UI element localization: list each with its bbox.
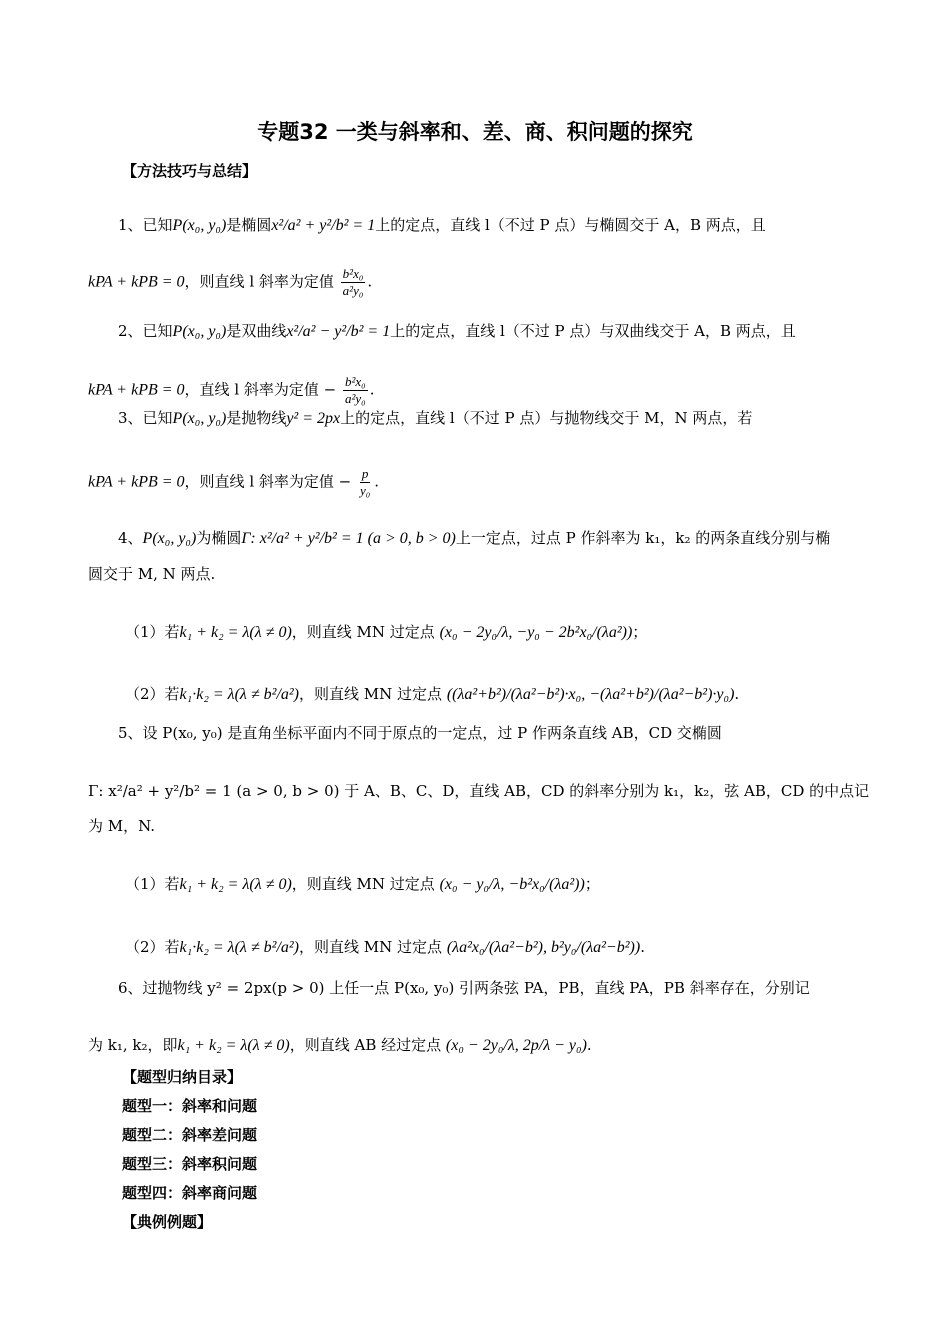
item-4-line-1 (118, 527, 862, 550)
item-5-line-3: 为 M，N. (88, 817, 156, 835)
item-1-condition: kPA + kPB = 0 (88, 273, 185, 291)
item-2-line-1 (118, 320, 862, 343)
type-item: 题型二：斜率差问题 (122, 1126, 258, 1144)
item-1-mid: 是椭圆 (226, 216, 272, 234)
item-4-point: P(x₀, y₀) (142, 530, 197, 547)
item-5-line-1: 5、设 P(x₀, y₀) 是直角坐标平面内不同于原点的一定点，过 P 作两条直线 AB，CD 交椭圆 (118, 724, 722, 742)
item-1-equation: x²/a² + y²/b² = 1 (271, 217, 376, 234)
item-1-value: $\frac{\text{b²x₀}}{\text{a²y₀}}$ (342, 266, 364, 298)
item-3-line-1 (118, 407, 862, 430)
item-3-conclusion: ，则直线 l 斜率为定值 (184, 472, 334, 491)
item-4-line-2: 圆交于 M, N 两点. (88, 565, 216, 583)
item-3-mid: 是抛物线 (226, 409, 287, 427)
item-4-equation: Γ: x²/a² + y²/b² = 1 (a > 0, b > 0) (241, 530, 456, 547)
item-3-equation: y² = 2px (286, 410, 341, 427)
item-3-post: 上的定点，直线 l（不过 P 点）与抛物线交于 M，N 两点，若 (340, 409, 753, 427)
item-1-line-1 (118, 214, 862, 237)
item-1-prefix: 1、已知 (118, 216, 173, 234)
item-2-point: P(x₀, y₀) (172, 323, 227, 340)
item-2-mid: 是双曲线 (226, 322, 287, 340)
item-4-2-fixed-point: ((λa²+b²)/(λa²−b²)·x₀, −(λa²+b²)/(λa²−b²)·y₀) (446, 686, 735, 703)
item-6-line-2: 为 k₁, k₂，即k₁ + k₂ = λ(λ ≠ 0)，则直线 AB 经过定点 (x₀ − 2y₀/λ, 2p/λ − y₀). (88, 1036, 592, 1054)
item-5-1: （1）若k₁ + k₂ = λ(λ ≠ 0)，则直线 MN 过定点 (x₀ − y₀/λ, −b²x₀/(λa²))； (125, 875, 600, 893)
item-6-condition: k₁ + k₂ = λ(λ ≠ 0) (177, 1037, 290, 1054)
item-2-prefix: 2、已知 (118, 322, 173, 340)
item-2-line-2: kPA + kPB = 0，直线 l 斜率为定值 − $\frac{\text{b²x₀}}{\text{a²y₀}}$ . (88, 374, 375, 406)
item-5-2-condition: k₁·k₂ = λ(λ ≠ b²/a²) (179, 939, 300, 956)
item-2-condition: kPA + kPB = 0 (88, 381, 185, 399)
item-2-post: 上的定点，直线 l（不过 P 点）与双曲线交于 A，B 两点，且 (390, 322, 796, 340)
item-3-point: P(x₀, y₀) (172, 410, 227, 427)
item-6-line-1: 6、过抛物线 y² = 2px(p > 0) 上任一点 P(x₀, y₀) 引两条弦 PA，PB，直线 PA，PB 斜率存在，分别记 (118, 979, 810, 997)
item-3-line-2: kPA + kPB = 0，则直线 l 斜率为定值 − $\frac{p}{\text{y₀}}$ . (88, 466, 380, 498)
type-item: 题型一：斜率和问题 (122, 1097, 258, 1115)
item-2-equation: x²/a² − y²/b² = 1 (286, 323, 391, 340)
item-3-condition: kPA + kPB = 0 (88, 473, 185, 491)
item-2-conclusion: ，直线 l 斜率为定值 (184, 380, 319, 399)
item-3-value: $\frac{p}{\text{y₀}}$ (360, 466, 371, 498)
item-4-post: 上一定点，过点 P 作斜率为 k₁，k₂ 的两条直线分别与椭 (455, 529, 831, 547)
section-types-heading: 【题型归纳目录】 (122, 1068, 243, 1086)
item-4-2-condition: k₁·k₂ = λ(λ ≠ b²/a²) (179, 686, 300, 703)
section-examples-heading: 【典例例题】 (122, 1213, 213, 1231)
item-5-2-fixed-point: (λa²x₀/(λa²−b²), b²y₀/(λa²−b²)) (446, 939, 641, 956)
item-4-2: （2）若k₁·k₂ = λ(λ ≠ b²/a²)，则直线 MN 过定点 ((λa²+b²)/(λa²−b²)·x₀, −(λa²+b²)/(λa²−b²)·y₀). (125, 685, 740, 703)
item-4-1: （1）若k₁ + k₂ = λ(λ ≠ 0)，则直线 MN 过定点 (x₀ − 2y₀/λ, −y₀ − 2b²x₀/(λa²))； (125, 623, 648, 641)
item-1-line-2: kPA + kPB = 0，则直线 l 斜率为定值 $\frac{\text{b²x₀}}{\text{a²y₀}}$ . (88, 266, 373, 298)
item-1-post: 上的定点，直线 l（不过 P 点）与椭圆交于 A，B 两点，且 (375, 216, 766, 234)
item-3-prefix: 3、已知 (118, 409, 173, 427)
item-2-value: $\frac{\text{b²x₀}}{\text{a²y₀}}$ (345, 374, 366, 406)
item-4-1-fixed-point: (x₀ − 2y₀/λ, −y₀ − 2b²x₀/(λa²)) (439, 624, 633, 641)
type-item: 题型三：斜率积问题 (122, 1155, 258, 1173)
item-5-line-2: Γ: x²/a² + y²/b² = 1 (a > 0, b > 0) 于 A、B、C、D，直线 AB，CD 的斜率分别为 k₁，k₂，弦 AB，CD 的中点记 (88, 782, 870, 800)
item-6-fixed-point: (x₀ − 2y₀/λ, 2p/λ − y₀) (445, 1037, 587, 1054)
item-5-2: （2）若k₁·k₂ = λ(λ ≠ b²/a²)，则直线 MN 过定点 (λa²x₀/(λa²−b²), b²y₀/(λa²−b²)). (125, 938, 645, 956)
item-4-prefix: 4、 (118, 529, 143, 547)
item-1-conclusion: ，则直线 l 斜率为定值 (184, 272, 334, 291)
item-5-1-condition: k₁ + k₂ = λ(λ ≠ 0) (179, 876, 292, 893)
section-methods-heading: 【方法技巧与总结】 (122, 162, 258, 180)
item-4-1-condition: k₁ + k₂ = λ(λ ≠ 0) (179, 624, 292, 641)
item-5-1-fixed-point: (x₀ − y₀/λ, −b²x₀/(λa²)) (439, 876, 585, 893)
item-4-mid: 为椭圆 (196, 529, 242, 547)
type-item: 题型四：斜率商问题 (122, 1184, 258, 1202)
item-1-point: P(x₀, y₀) (172, 217, 227, 234)
page-title: 专题32 一类与斜率和、差、商、积问题的探究 (257, 120, 693, 144)
